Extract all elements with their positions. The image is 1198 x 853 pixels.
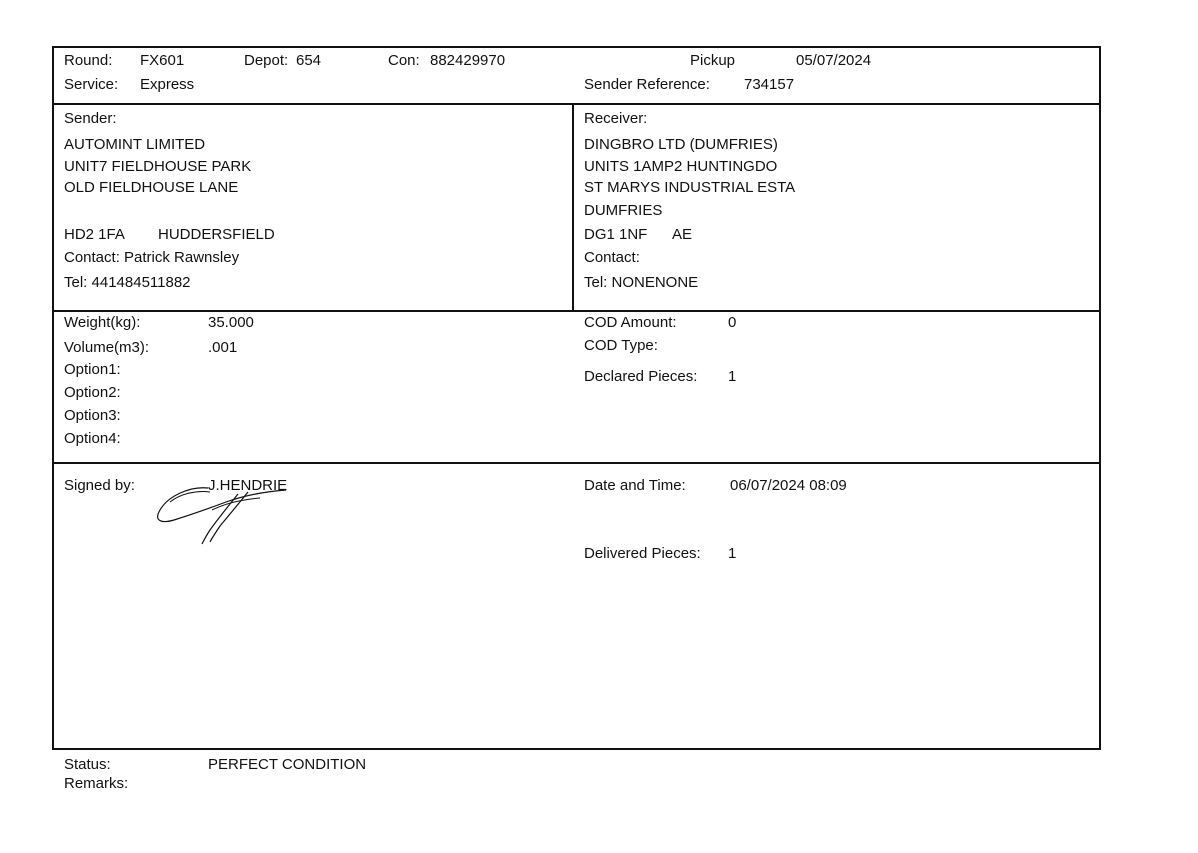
sender-postcode: HD2 1FA [64,226,125,243]
sender-address-line2: OLD FIELDHOUSE LANE [64,179,239,196]
sender-reference-label: Sender Reference: [584,76,710,93]
delivered-pieces-value: 1 [728,545,737,562]
sender-heading: Sender: [64,110,117,127]
date-time-value: 06/07/2024 08:09 [730,477,847,494]
weight-label: Weight(kg): [64,314,141,331]
receiver-address-line2: ST MARYS INDUSTRIAL ESTA [584,179,796,196]
receiver-tel: Tel: NONENONE [584,274,699,291]
service-value: Express [140,76,195,93]
pickup-label: Pickup [690,52,736,69]
divider-details [54,462,1099,464]
divider-sender-receiver [572,103,574,310]
con-value: 882429970 [430,52,506,69]
sender-address-line1: UNIT7 FIELDHOUSE PARK [64,158,252,175]
divider-address [54,310,1099,312]
receiver-address-line3: DUMFRIES [584,202,663,219]
receiver-postcode: DG1 1NF [584,226,648,243]
cod-type-label: COD Type: [584,337,658,354]
status-value: PERFECT CONDITION [208,756,367,773]
declared-pieces-label: Declared Pieces: [584,368,698,385]
date-time-label: Date and Time: [584,477,686,494]
receiver-contact: Contact: [584,249,640,266]
depot-value: 654 [296,52,322,69]
con-label: Con: [388,52,420,69]
cod-amount-value: 0 [728,314,737,331]
sender-name: AUTOMINT LIMITED [64,136,206,153]
delivered-pieces-label: Delivered Pieces: [584,545,701,562]
sender-reference-value: 734157 [744,76,795,93]
status-label: Status: [64,756,111,773]
weight-value: 35.000 [208,314,254,331]
option3-label: Option3: [64,407,121,424]
pickup-date: 05/07/2024 [796,52,872,69]
option1-label: Option1: [64,361,121,378]
sender-tel: Tel: 441484511882 [64,274,191,291]
divider-header [54,103,1099,105]
cod-amount-label: COD Amount: [584,314,677,331]
sender-town: HUDDERSFIELD [158,226,275,243]
option4-label: Option4: [64,430,121,447]
consignment-frame [52,46,1101,750]
round-label: Round: [64,52,113,69]
service-label: Service: [64,76,119,93]
signed-by-label: Signed by: [64,477,135,494]
receiver-heading: Receiver: [584,110,648,127]
sender-contact: Contact: Patrick Rawnsley [64,249,240,266]
signed-by-value: J.HENDRIE [208,477,288,494]
declared-pieces-value: 1 [728,368,737,385]
volume-label: Volume(m3): [64,339,150,356]
signature-image [150,480,290,550]
option2-label: Option2: [64,384,121,401]
volume-value: .001 [208,339,238,356]
remarks-label: Remarks: [64,775,129,792]
receiver-area: AE [672,226,693,243]
round-value: FX601 [140,52,185,69]
receiver-address-line1: UNITS 1AMP2 HUNTINGDO [584,158,778,175]
depot-label: Depot: [244,52,289,69]
receiver-name: DINGBRO LTD (DUMFRIES) [584,136,778,153]
